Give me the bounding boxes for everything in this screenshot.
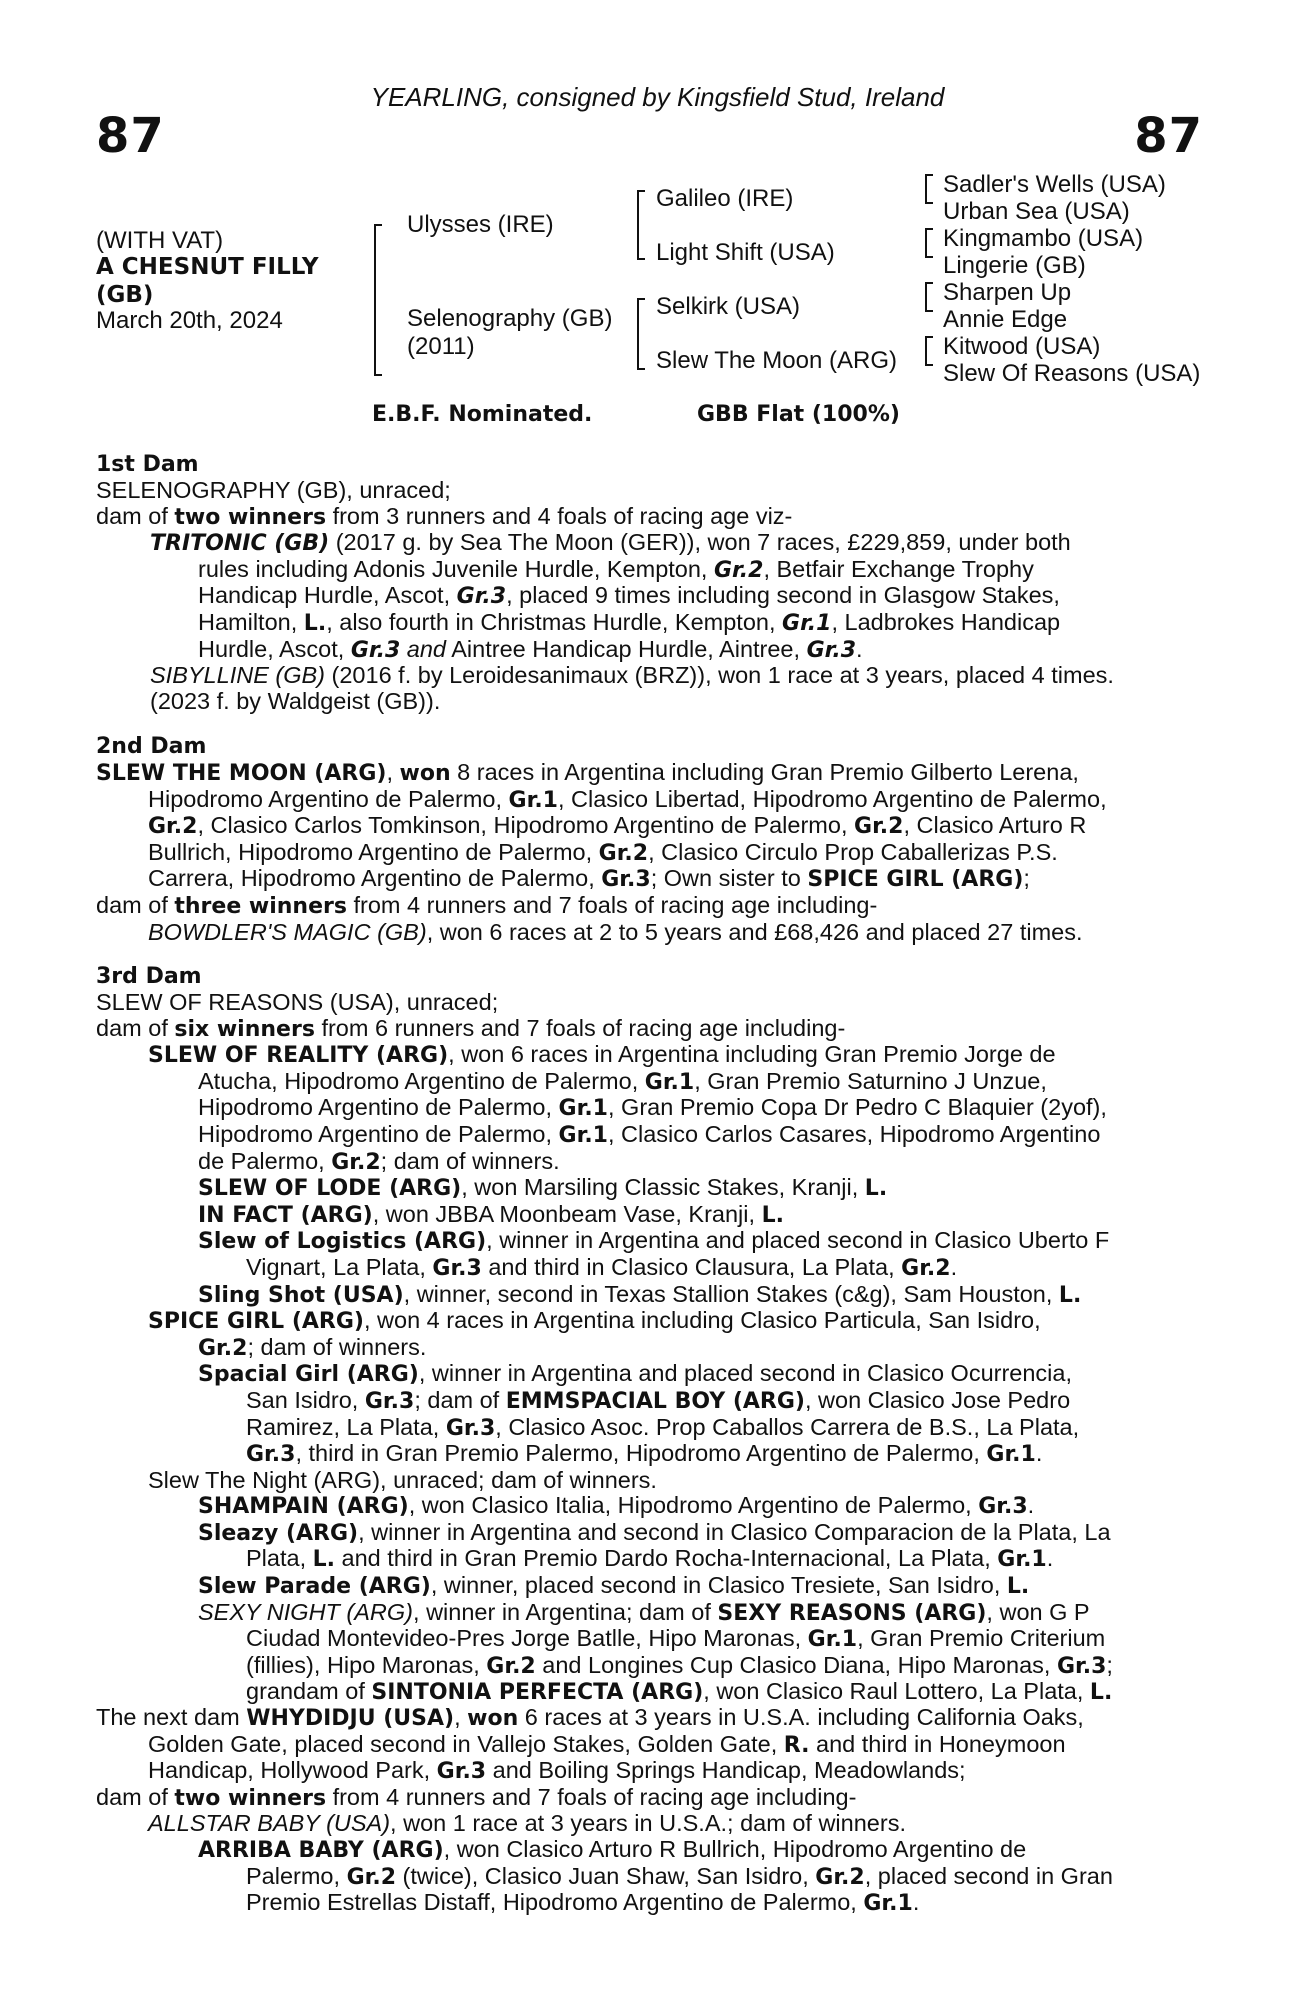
sire-name: Ulysses (IRE) [407, 211, 554, 238]
dam-sire: Selkirk (USA) [656, 293, 801, 320]
date-of-birth: March 20th, 2024 [96, 307, 283, 334]
third-dam-heading: 3rd Dam [96, 964, 202, 989]
second-dam-heading: 2nd Dam [96, 734, 207, 759]
second-dam-text: SLEW THE MOON (ARG), won 8 races in Argentina including Gran Premio Gilberto Lerena, Hipodromo Argentino de Palermo, Gr.1, Clasico Libertad, Hipodromo Argentino de Palermo, Gr.2, Clasico Carlos Tomkinson, Hipodromo Argentino de Palermo, Gr.2, Clasico Arturo R Bullrich, Hipodromo Argentino de Palermo, Gr.2, Clasico Circulo Prop Caballerizas P.S. Carrera, Hipodromo Argentino de Palermo, Gr.3; Own sister to SPICE GIRL (ARG); dam of three winners from 4 runners and 7 foals of racing age including- BOWDLER'S MAGIC (GB), won 6 races at 2 to 5 years and £68,426 and placed 27 times. [96, 759, 1107, 945]
third-dam-text: SLEW OF REASONS (USA), unraced; dam of six winners from 6 runners and 7 foals of racing age including- SLEW OF REALITY (ARG), won 6 races in Argentina including Gran Premio Jorge de Atucha, Hipodromo Argentino de Palermo, Gr.1, Gran Premio Saturnino J Unzue, Hipodromo Argentino de Palermo, Gr.1, Gran Premio Copa Dr Pedro C Blaquier (2yof), Hipodromo Argentino de Palermo, Gr.1, Clasico Carlos Casares, Hipodromo Argentino de Palermo, Gr.2; dam of winners. SLEW OF LODE (ARG), won Marsiling Classic Stakes, Kranji, L. IN FACT (ARG), won JBBA Moonbeam Vase, Kranji, L. Slew of Logistics (ARG), winner in Argentina and placed second in Clasico Uberto F Vignart, La Plata, Gr.3 and third in Clasico Clausura, La Plata, Gr.2. Sling Shot (USA), winner, second in Texas Stallion Stakes (c&g), Sam Houston, L. SPICE GIRL (ARG), won 4 races in Argentina including Clasico Particula, San Isidro, Gr.2; dam of winners. Spacial Girl (ARG), winner in Argentina and placed second in Clasico Ocurrencia, San Isidro, Gr.3; dam of EMMSPACIAL BOY (ARG), won Clasico Jose Pedro Ramirez, La Plata, Gr.3, Clasico Asoc. Prop Caballos Carrera de B.S., La Plata, Gr.3, third in Gran Premio Palermo, Hipodromo Argentino de Palermo, Gr.1. Slew The Night (ARG), unraced; dam of winners. SHAMPAIN (ARG), won Clasico Italia, Hipodromo Argentino de Palermo, Gr.3. Sleazy (ARG), winner in Argentina and second in Clasico Comparacion de la Plata, La Plata, L. and third in Gran Premio Dardo Rocha-Internacional, La Plata, Gr.1. Slew Parade (ARG), winner, placed second in Clasico Tresiete, San Isidro, L. SEXY NIGHT (ARG), winner in Argentina; dam of SEXY REASONS (ARG), won G P Ciudad Montevideo-Pres Jorge Batlle, Hipo Maronas, Gr.1, Gran Premio Criterium (fillies), Hipo Maronas, Gr.2 and Longines Cup Clasico Diana, Hipo Maronas, Gr.3; grandam of SINTONIA PERFECTA (ARG), won Clasico Raul Lottero, La Plata, L. [96, 989, 1113, 1706]
ped-dss: Sharpen Up [943, 279, 1072, 306]
gbb-flat: GBB Flat (100%) [697, 402, 900, 427]
brace-sire [637, 190, 639, 260]
ped-ssd: Urban Sea (USA) [943, 198, 1130, 225]
brace-sd [925, 228, 927, 258]
ped-sds: Kingmambo (USA) [943, 225, 1144, 252]
brace-dam [637, 298, 639, 370]
first-dam-text: SELENOGRAPHY (GB), unraced; dam of two winners from 3 runners and 4 foals of racing age viz- TRITONIC (GB) (2017 g. by Sea The Moon (GER)), won 7 races, £229,859, under both rules including Adonis Juvenile Hurdle, Kempton, Gr.2, Betfair Exchange Trophy Handicap Hurdle, Ascot, Gr.3, placed 9 times including second in Glasgow Stakes, Hamilton, L., also fourth in Christmas Hurdle, Kempton, Gr.1, Ladbrokes Handicap Hurdle, Ascot, Gr.3 and Aintree Handicap Hurdle, Aintree, Gr.3. SIBYLLINE (GB) (2016 f. by Leroidesanimaux (BRZ)), won 1 race at 3 years, placed 4 times. (2023 f. by Waldgeist (GB)). [96, 477, 1114, 714]
brace-gen1 [374, 224, 376, 376]
sire-dam: Light Shift (USA) [656, 239, 835, 266]
ped-sdd: Lingerie (GB) [943, 252, 1086, 279]
next-dam-text: The next dam WHYDIDJU (USA), won 6 races at 3 years in U.S.A. including California Oaks, Golden Gate, placed second in Vallejo Stakes, Golden Gate, R. and third in Honeymoon Handicap, Hollywood Park, Gr.3 and Boiling Springs Handicap, Meadowlands; dam of two winners from 4 runners and 7 foals of racing age including- ALLSTAR BABY (USA), won 1 race at 3 years in U.S.A.; dam of winners. ARRIBA BABY (ARG), won Clasico Arturo R Bullrich, Hipodromo Argentino de Palermo, Gr.2 (twice), Clasico Juan Shaw, San Isidro, Gr.2, placed second in Gran Premio Estrellas Distaff, Hipodromo Argentino de Palermo, Gr.1. [96, 1704, 1113, 1917]
vat-note: (WITH VAT) [96, 227, 224, 254]
lot-number-right: 87 [1134, 108, 1203, 164]
first-dam-heading: 1st Dam [96, 452, 199, 477]
lot-number-left: 87 [96, 108, 165, 164]
horse-country: (GB) [96, 282, 154, 308]
dam-year: (2011) [407, 333, 475, 360]
ebf-nomination: E.B.F. Nominated. [372, 402, 593, 427]
sire-sire: Galileo (IRE) [656, 185, 794, 212]
ped-dsd: Annie Edge [943, 306, 1068, 333]
dam-dam: Slew The Moon (ARG) [656, 347, 897, 374]
consignment-line: YEARLING, consigned by Kingsfield Stud, Ireland [370, 82, 945, 112]
dam-name: Selenography (GB) [407, 305, 613, 332]
horse-name: A CHESNUT FILLY [96, 254, 319, 280]
brace-dd [925, 336, 927, 366]
ped-sss: Sadler's Wells (USA) [943, 171, 1166, 198]
brace-ss [925, 174, 927, 204]
ped-dds: Kitwood (USA) [943, 333, 1101, 360]
ped-ddd: Slew Of Reasons (USA) [943, 360, 1201, 387]
brace-ds [925, 282, 927, 312]
